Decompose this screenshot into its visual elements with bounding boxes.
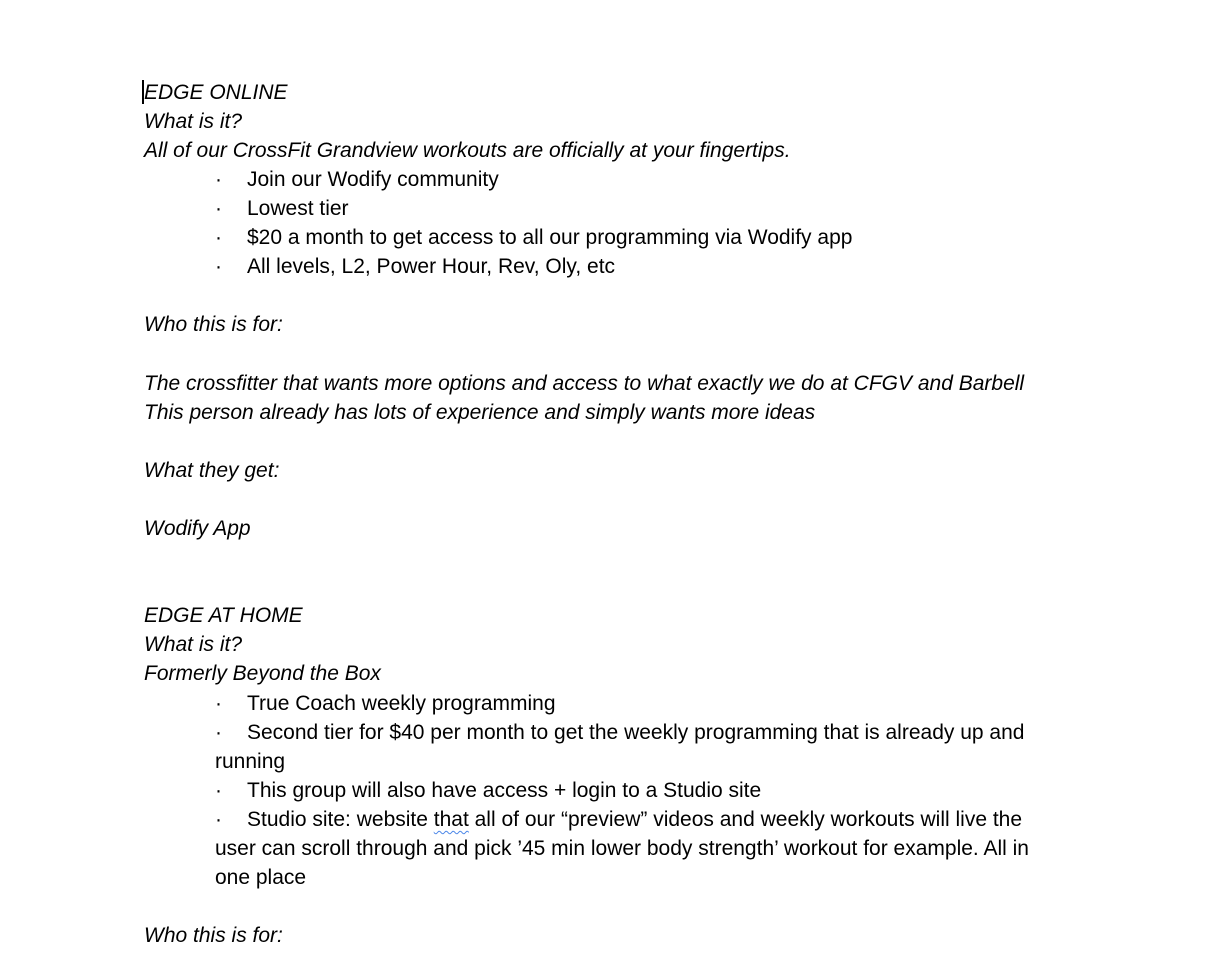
bullet-marker: · xyxy=(215,226,222,249)
list-item xyxy=(247,805,1022,834)
section-title-edge-at-home: EDGE AT HOME xyxy=(144,604,303,627)
list-item: Second tier for $40 per month to get the weekly programming that is already up and xyxy=(247,721,1025,744)
list-item-text: all of our “preview” videos and weekly workouts will live the xyxy=(468,808,1023,831)
list-item-continuation: running xyxy=(215,750,286,773)
bullet-marker: · xyxy=(215,197,222,220)
what-is-it-heading: What is it? xyxy=(144,110,243,133)
list-item-text: Studio site: website xyxy=(247,808,434,831)
intro-text: Formerly Beyond the Box xyxy=(144,662,381,685)
who-description-line: This person already has lots of experience and simply wants more ideas xyxy=(144,401,816,424)
bullet-marker: · xyxy=(215,721,222,744)
list-item: All levels, L2, Power Hour, Rev, Oly, etc xyxy=(247,255,616,278)
section-title-edge-online: EDGE ONLINE xyxy=(144,81,288,104)
list-item: Lowest tier xyxy=(247,197,349,220)
bullet-marker: · xyxy=(215,779,222,802)
what-is-it-heading: What is it? xyxy=(144,633,243,656)
list-item-continuation: one place xyxy=(215,866,307,889)
who-description-line: The crossfitter that wants more options and access to what exactly we do at CFGV and Barbell xyxy=(144,372,1025,395)
who-heading: Who this is for: xyxy=(144,313,283,336)
intro-text: All of our CrossFit Grandview workouts are officially at your fingertips. xyxy=(144,139,791,162)
list-item-continuation: user can scroll through and pick ’45 min lower body strength’ workout for example. All in xyxy=(215,837,1029,860)
bullet-marker: · xyxy=(215,692,222,715)
list-item: Join our Wodify community xyxy=(247,168,499,191)
spellcheck-flagged-word[interactable]: that xyxy=(433,808,469,831)
what-they-get-heading: What they get: xyxy=(144,459,280,482)
bullet-marker: · xyxy=(215,168,222,191)
list-item: True Coach weekly programming xyxy=(247,692,556,715)
what-they-get-item: Wodify App xyxy=(144,517,251,540)
bullet-marker: · xyxy=(215,255,222,278)
bullet-marker: · xyxy=(215,808,222,831)
who-heading: Who this is for: xyxy=(144,924,283,947)
list-item: This group will also have access + login to a Studio site xyxy=(247,779,762,802)
list-item: $20 a month to get access to all our programming via Wodify app xyxy=(247,226,853,249)
